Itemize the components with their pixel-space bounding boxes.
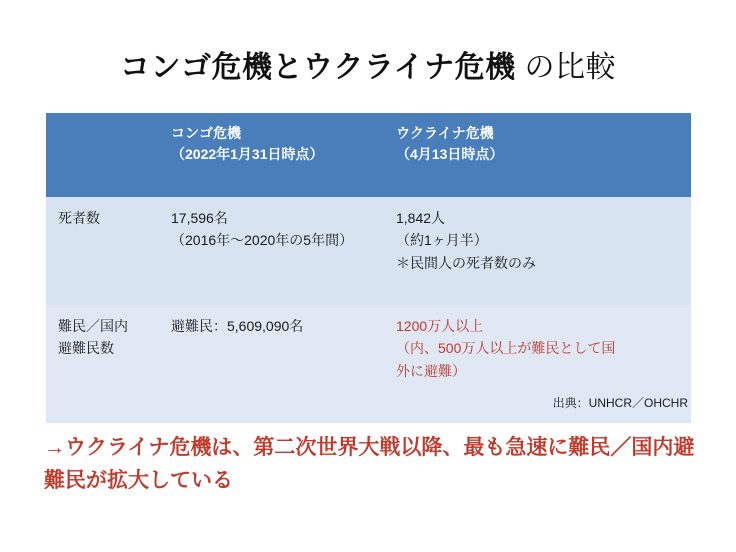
- ukraine-deaths-period: （約1ヶ月半）: [396, 232, 488, 249]
- page-title-main: コンゴ危機とウクライナ危機: [120, 51, 516, 84]
- table-header: [46, 113, 691, 197]
- table-row: [46, 197, 691, 305]
- cell-ukraine-deaths: [384, 197, 691, 305]
- congo-deaths-period: （2016年〜2020年の5年間）: [171, 232, 354, 249]
- congo-refugees-value: 避難民：5,609,090名: [171, 318, 304, 334]
- ukraine-refugees-value: 1200万人以上: [396, 318, 484, 334]
- row-label-refugees-line2: 避難民数: [58, 340, 114, 357]
- row-label-refugees-line1: 難民／国内: [58, 318, 128, 334]
- header-ukraine-title: ウクライナ危機: [396, 125, 494, 141]
- table-header-row: [46, 113, 691, 197]
- header-corner-cell: [46, 113, 159, 197]
- cell-congo-refugees: [159, 305, 384, 423]
- source-note: 出典：UNHCR／OHCHR: [552, 396, 688, 410]
- header-congo-date: （2022年1月31日時点）: [171, 146, 324, 162]
- table-body: [46, 197, 691, 423]
- header-ukraine: [384, 113, 691, 197]
- ukraine-deaths-value: 1,842人: [396, 210, 446, 226]
- page-title-sub: の比較: [515, 51, 616, 84]
- row-label-refugees: [46, 305, 159, 423]
- header-congo-title: コンゴ危機: [171, 125, 241, 141]
- ukraine-refugees-note2: 外に避難）: [396, 362, 466, 379]
- comparison-table: [46, 113, 691, 423]
- page-title: [0, 42, 736, 86]
- row-label-deaths: 死者数: [46, 197, 159, 305]
- ukraine-refugees-note1: （内、500万人以上が難民として国: [396, 340, 616, 357]
- cell-congo-deaths: [159, 197, 384, 305]
- header-ukraine-date: （4月13日時点）: [396, 146, 504, 162]
- congo-deaths-value: 17,596名: [171, 210, 228, 226]
- conclusion-text: →ウクライナ危機は、第二次世界大戦以降、最も急速に難民／国内避難民が拡大している: [44, 436, 695, 492]
- header-congo: [159, 113, 384, 197]
- ukraine-deaths-note: ＊民間人の死者数のみ: [396, 254, 536, 271]
